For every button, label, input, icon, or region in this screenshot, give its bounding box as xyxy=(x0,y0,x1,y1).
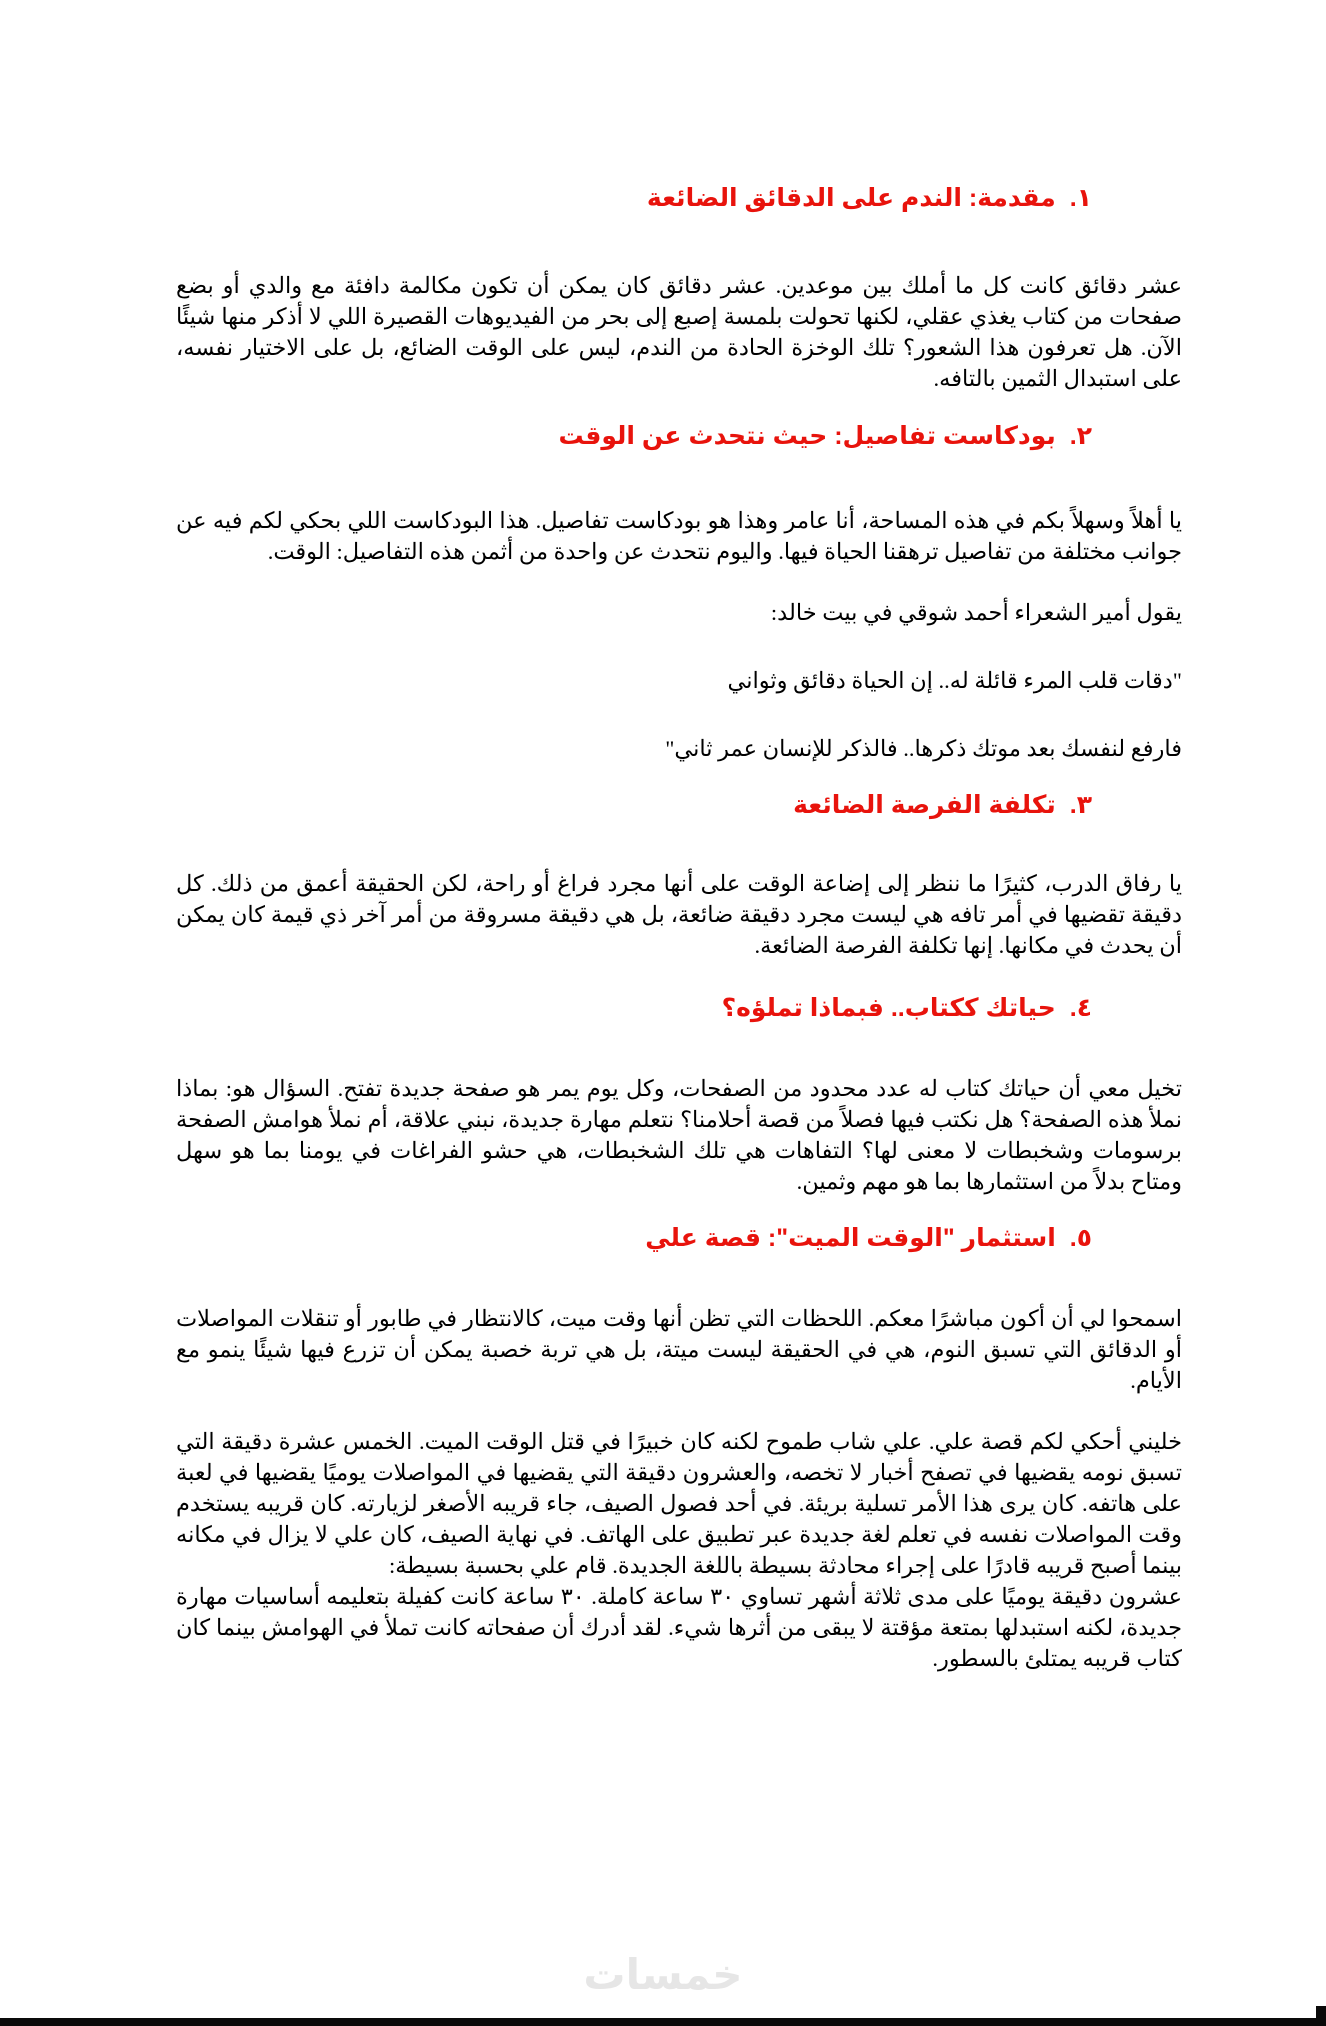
section-heading-life-book xyxy=(176,991,1182,1025)
section-title: بودكاست تفاصيل: حيث نتحدث عن الوقت xyxy=(558,422,1056,450)
watermark-logo: خمسات xyxy=(583,1950,743,1999)
section-title: تكلفة الفرصة الضائعة xyxy=(793,791,1056,819)
section-heading-dead-time xyxy=(176,1221,1182,1255)
bottom-divider xyxy=(0,2018,1326,2026)
paragraph: اسمحوا لي أن أكون مباشرًا معكم. اللحظات التي تظن أنها وقت ميت، كالانتظار في طابور أو تنقلات المواصلات أو الدقائق التي تسبق النوم، هي في الحقيقة ليست ميتة، بل هي تربة خصبة يمكن أن تزرع فيها شيئًا ينمو مع الأيام. xyxy=(176,1306,1182,1393)
paragraph: يا أهلاً وسهلاً بكم في هذه المساحة، أنا عامر وهذا هو بودكاست تفاصيل. هذا البودكاست اللي بحكي لكم فيه عن جوانب مختلفة من تفاصيل ترهقنا الحياة فيها. واليوم نتحدث عن واحدة من أثمن هذه التفاصيل: الوقت. xyxy=(176,508,1182,564)
section-number: ١. xyxy=(1069,184,1092,212)
section-title: مقدمة: الندم على الدقائق الضائعة xyxy=(646,184,1056,212)
section-title: حياتك ككتاب.. فبماذا تملؤه؟ xyxy=(721,994,1056,1022)
paragraph: خليني أحكي لكم قصة علي. علي شاب طموح لكنه كان خبيرًا في قتل الوقت الميت. الخمس عشرة دقيقة التي تسبق نومه يقضيها في تصفح أخبار لا تخصه، والعشرون دقيقة التي يقضيها في المواصلات يوميًا يقضيها في لعبة على هاتفه. كان يرى هذا الأمر تسلية بريئة. في أحد فصول الصيف، جاء قريبه الأصغر لزيارته. كان قريبه يستخدم وقت المواصلات نفسه في تعلم لغة جديدة عبر تطبيق على الهاتف. في نهاية الصيف، كان علي لا يزال في مكانه بينما أصبح قريبه قادرًا على إجراء محادثة بسيطة باللغة الجديدة. قام علي بحسبة بسيطة: xyxy=(176,1429,1182,1578)
paragraph: تخيل معي أن حياتك كتاب له عدد محدود من الصفحات، وكل يوم يمر هو صفحة جديدة تفتح. السؤال هو: بماذا نملأ هذه الصفحة؟ هل نكتب فيها فصلاً من قصة أحلامنا؟ نتعلم مهارة جديدة، نبني علاقة، أم نملأ هوامش الصفحة برسومات وشخبطات لا معنى لها؟ التفاهات هي تلك الشخبطات، هي حشو الفراغات في يومنا بما هو سهل ومتاح بدلاً من استثمارها بما هو مهم وثمين. xyxy=(176,1076,1182,1194)
poem-line: فارفع لنفسك بعد موتك ذكرها.. فالذكر للإنسان عمر ثاني" xyxy=(665,736,1182,761)
paragraph: يقول أمير الشعراء أحمد شوقي في بيت خالد: xyxy=(770,600,1182,625)
section-heading-podcast xyxy=(176,419,1182,453)
paragraph: عشرون دقيقة يوميًا على مدى ثلاثة أشهر تساوي ٣٠ ساعة كاملة. ٣٠ ساعة كانت كفيلة بتعليمه أساسيات مهارة جديدة، لكنه استبدلها بمتعة مؤقتة لا يبقى من أثرها شيء. لقد أدرك أن صفحاته كانت تملأ في الهوامش بينما كان كتاب قريبه يمتلئ بالسطور. xyxy=(176,1584,1183,1671)
poem-line: "دقات قلب المرء قائلة له.. إن الحياة دقائق وثواني xyxy=(727,668,1182,693)
page-corner-divider xyxy=(1316,2006,1326,2018)
section-title: استثمار "الوقت الميت": قصة علي xyxy=(645,1224,1056,1252)
paragraph: يا رفاق الدرب، كثيرًا ما ننظر إلى إضاعة الوقت على أنها مجرد فراغ أو راحة، لكن الحقيقة أعمق من ذلك. كل دقيقة تقضيها في أمر تافه هي ليست مجرد دقيقة ضائعة، بل هي دقيقة مسروقة من أمر آخر ذي قيمة كان يمكن أن يحدث في مكانها. إنها تكلفة الفرصة الضائعة. xyxy=(176,871,1182,958)
section-heading-intro xyxy=(176,181,1182,215)
section-heading-opportunity-cost xyxy=(176,788,1182,822)
document-body xyxy=(176,170,1182,1674)
section-number: ٤. xyxy=(1069,994,1092,1022)
section-number: ٣. xyxy=(1069,791,1092,819)
section-number: ٢. xyxy=(1069,422,1092,450)
section-number: ٥. xyxy=(1069,1224,1092,1252)
paragraph: عشر دقائق كانت كل ما أملك بين موعدين. عشر دقائق كان يمكن أن تكون مكالمة دافئة مع والدي أو بضع صفحات من كتاب يغذي عقلي، لكنها تحولت بلمسة إصبع إلى بحر من الفيديوهات القصيرة اللي لا أذكر منها شيئًا الآن. هل تعرفون هذا الشعور؟ تلك الوخزة الحادة من الندم، ليس على الوقت الضائع، بل على الاختيار نفسه، على استبدال الثمين بالتافه. xyxy=(176,273,1182,391)
